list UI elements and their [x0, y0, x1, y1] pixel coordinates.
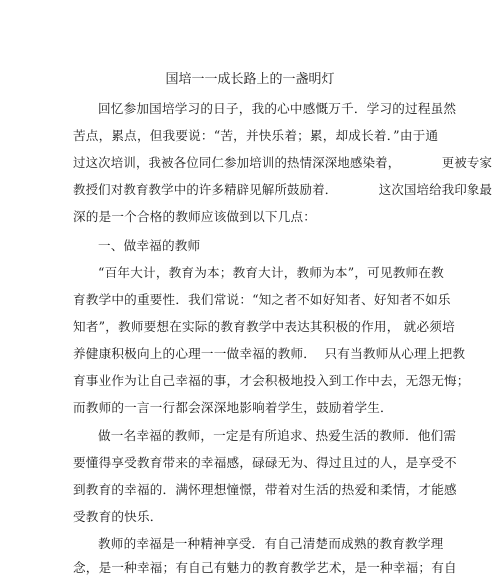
paragraph-line: “百年大计，教育为本；教育大计，教师为本”，可见教师在教 — [98, 265, 444, 280]
paragraph-line: 念，是一种幸福；有自己有魅力的教育教学艺术，是一种幸福；有自 — [73, 560, 457, 575]
paragraph-line: 育教学中的重要性．我们常说：“知之者不如好知者、好知者不如乐 — [73, 292, 451, 307]
document-title: 国培一一成长路上的一盏明灯 — [165, 72, 335, 87]
paragraph-line: 到教育的幸福的．满怀理想憧憬，带着对生活的热爱和柔情，才能感 — [73, 482, 457, 497]
paragraph-line: 养健康积极向上的心理一一做幸福的教师． 只有当教师从心理上把教 — [73, 346, 466, 361]
paragraph-line: 教师的幸福是一种精神享受．有自己清楚而成熟的教育教学理 — [98, 536, 444, 551]
paragraph-line: 受教育的快乐． — [73, 509, 163, 524]
paragraph-line: 教授们对教育教学中的许多精辟见解所鼓励着． 这次国培给我印象最 — [73, 182, 493, 197]
paragraph-line: 过这次培训，我被各位同仁参加培训的热情深深地感染着， 更被专家 — [73, 155, 493, 170]
paragraph-line: 知者”，教师要想在实际的教育教学中表达其积极的作用， 就必须培 — [73, 319, 455, 334]
section-heading: 一、做幸福的教师 — [98, 238, 201, 253]
paragraph-line: 回忆参加国培学习的日子，我的心中感慨万千．学习的过程虽然 — [98, 101, 457, 116]
paragraph-line: 要懂得享受教育带来的幸福感，碌碌无为、得过且过的人，是享受不 — [73, 455, 457, 470]
paragraph-line: 做一名幸福的教师，一定是有所追求、热爱生活的教师．他们需 — [98, 428, 457, 443]
paragraph-line: 育事业作为让自己幸福的事，才会积极地投入到工作中去，无怨无悔； — [73, 373, 470, 388]
paragraph-line: 而教师的一言一行都会深深地影响着学生，鼓励着学生． — [73, 400, 393, 415]
paragraph-line: 苦点，累点，但我要说：“苦，并快乐着；累，却成长着．”由于通 — [73, 128, 439, 143]
paragraph-line: 深的是一个合格的教师应该做到以下几点： — [73, 209, 317, 224]
